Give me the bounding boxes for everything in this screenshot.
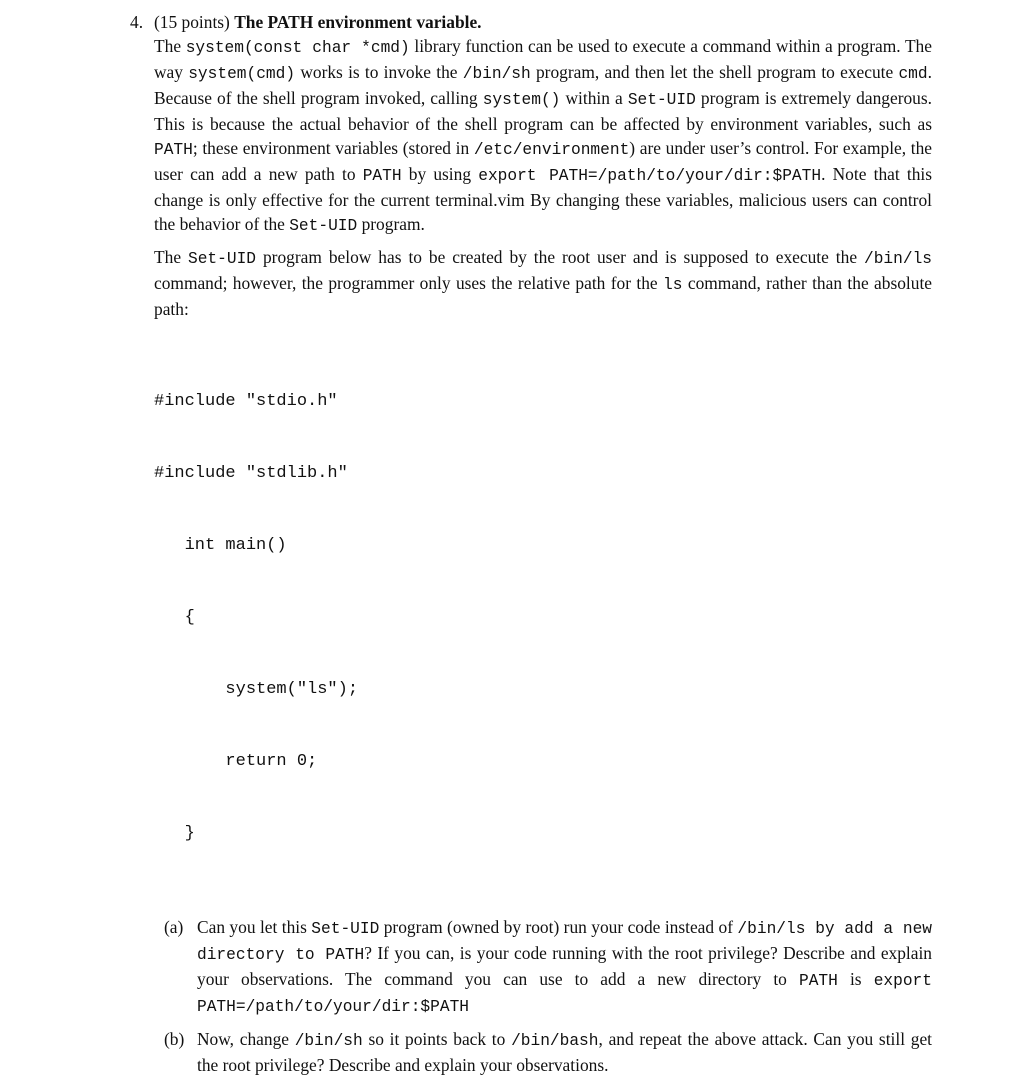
code-inline: cmd [898,65,928,83]
sub-questions [164,915,932,1077]
code-inline: system(cmd) [188,65,296,83]
part-b [164,1027,932,1077]
code-inline: system(const char *cmd) [185,39,410,57]
text: program below has to be created by the root user and is supposed to execute the [256,247,864,267]
code-inline: Set-UID [289,217,358,235]
part-a [164,915,932,1019]
text: is [837,969,874,989]
text: works is to invoke the [295,62,463,82]
text: ) are under user’s control. For example, the user can add a new path to [154,138,932,184]
text: ? If you can, is your code running with the root privilege? Describe and explain your observations. The command you can use to add a new directory to [197,943,933,989]
text: within a [560,88,628,108]
code-inline: Set-UID [188,250,256,268]
code-inline: /bin/ls [864,250,932,268]
text: The [154,247,188,267]
text: program is extremely dangerous. This is because the actual behavior of the shell program can be affected by environment variables, such as [154,88,932,134]
text: The [154,36,186,56]
question-body [154,34,932,1077]
code-inline: ls [663,276,683,294]
text: by using [401,164,479,184]
code-inline: Set-UID [311,920,380,938]
code-line: #include "stdlib.h" [154,464,348,483]
code-line: int main() [154,536,287,555]
code-inline: PATH [154,141,193,159]
code-line: system("ls"); [154,680,359,699]
text: program, and then let the shell program to execute [530,62,899,82]
intro-paragraph [154,34,932,238]
text: . Note that this change is only effective for the current terminal.vim By changing these variables, malicious users can control the behavior of the [154,164,933,234]
text: command, rather than the absolute path: [154,273,933,319]
question-header [130,10,932,34]
part-label: (b) [164,1029,185,1049]
code-inline: PATH [362,167,402,185]
text: so it points back to [362,1029,512,1049]
code-inline: export PATH=/path/to/your/dir:$PATH [197,972,932,1016]
code-inline: system() [482,91,561,109]
text: command; however, the programmer only uses the relative path for the [154,273,664,293]
text: library function can be used to execute a command within a program. The way [154,36,932,82]
part-text [197,915,932,1019]
question-number: 4. [130,12,144,32]
text: . Because of the shell program invoked, calling [154,62,932,108]
part-label: (a) [164,917,184,937]
code-inline: export PATH=/path/to/your/dir:$PATH [478,167,822,185]
code-line: { [154,608,195,627]
code-inline: /bin/sh [462,65,531,83]
code-inline: /bin/ls by add a new directory to PATH [197,920,932,964]
text: ; these environment variables (stored in [192,138,474,158]
text: , and repeat the above attack. Can you still get the root privilege? Describe and explain your observations. [197,1029,932,1075]
code-listing [154,342,932,894]
code-line: #include "stdio.h" [154,392,338,411]
code-line: return 0; [154,752,318,771]
code-line: } [154,824,195,843]
code-inline: Set-UID [627,91,696,109]
question-title: The PATH environment variable. [234,12,482,32]
text: Now, change [197,1029,295,1049]
part-text [197,1027,932,1077]
question-points: (15 points) [154,12,230,32]
code-inline: PATH [799,972,838,990]
assignment-page [130,10,932,1077]
program-paragraph [154,245,932,321]
code-inline: /bin/sh [294,1032,363,1050]
text: program. [357,214,425,234]
text: program (owned by root) run your code instead of [379,917,738,937]
text: Can you let this [197,917,312,937]
code-inline: /bin/bash [511,1032,599,1050]
code-inline: /etc/environment [473,141,630,159]
